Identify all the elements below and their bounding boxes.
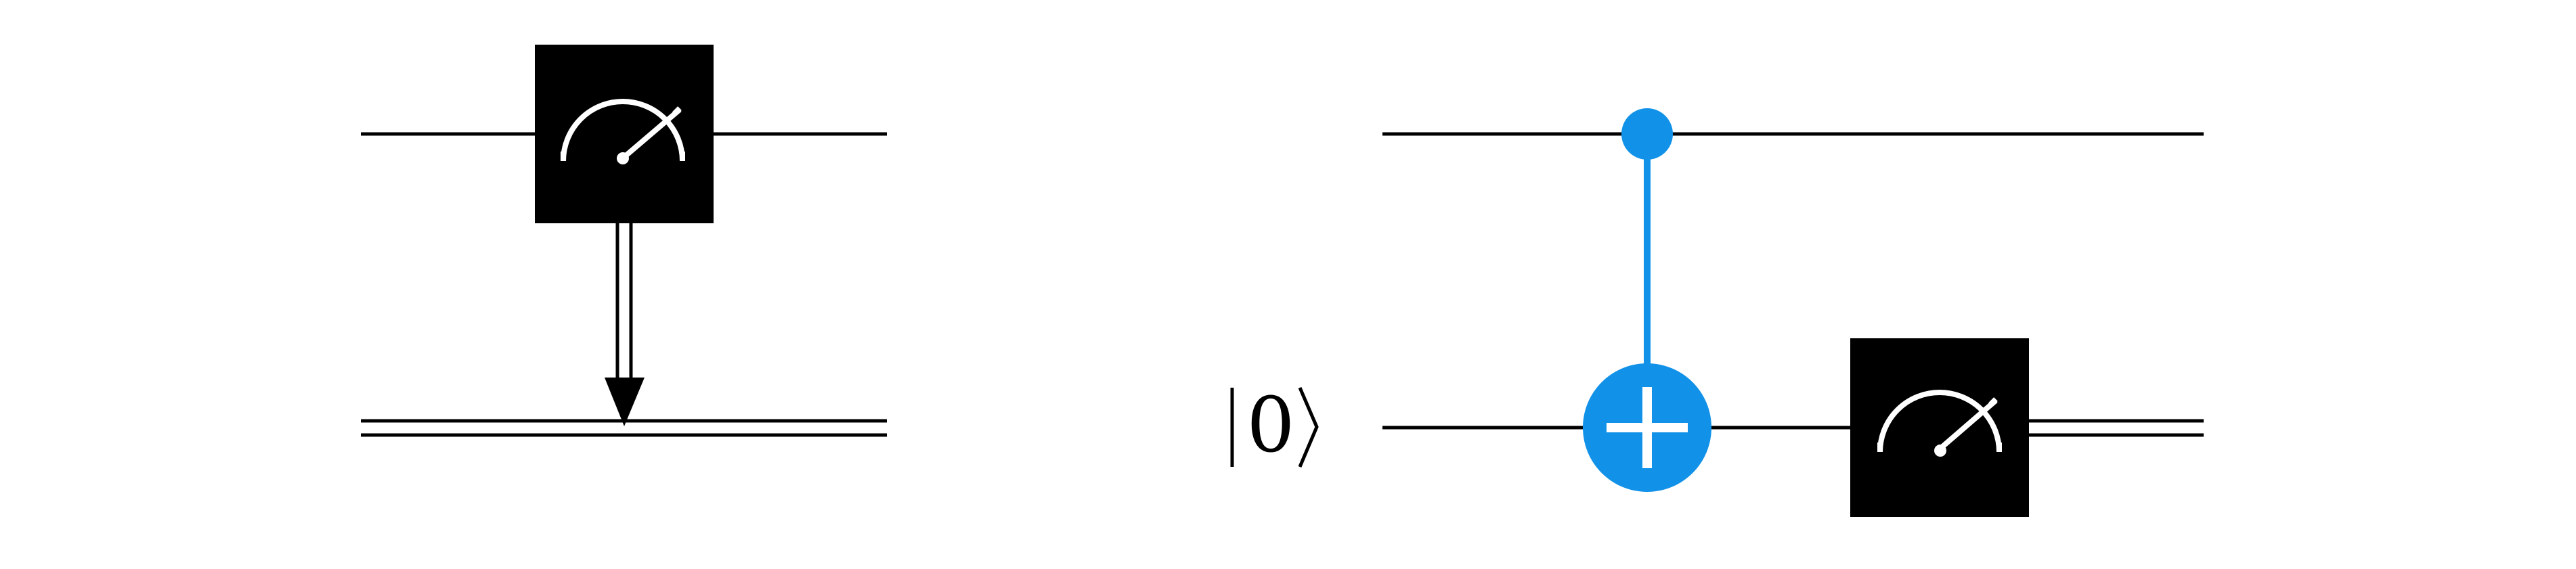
ket-angle (1300, 388, 1317, 467)
ket-label: 0 (1246, 382, 1295, 470)
left-circuit (361, 45, 887, 435)
meter-pivot (617, 152, 629, 164)
classical-control-arrow (605, 223, 645, 426)
cnot-control-dot (1621, 108, 1673, 160)
cnot-gate (1583, 108, 1711, 492)
right-measurement-gate (1850, 338, 2029, 517)
initial-state-ket (1232, 382, 1317, 470)
left-measurement-gate (535, 45, 714, 223)
right-classical-wire (2029, 421, 2204, 435)
right-circuit (1232, 108, 2204, 517)
meter-pivot (1934, 445, 1946, 457)
arrow-head (605, 378, 645, 426)
